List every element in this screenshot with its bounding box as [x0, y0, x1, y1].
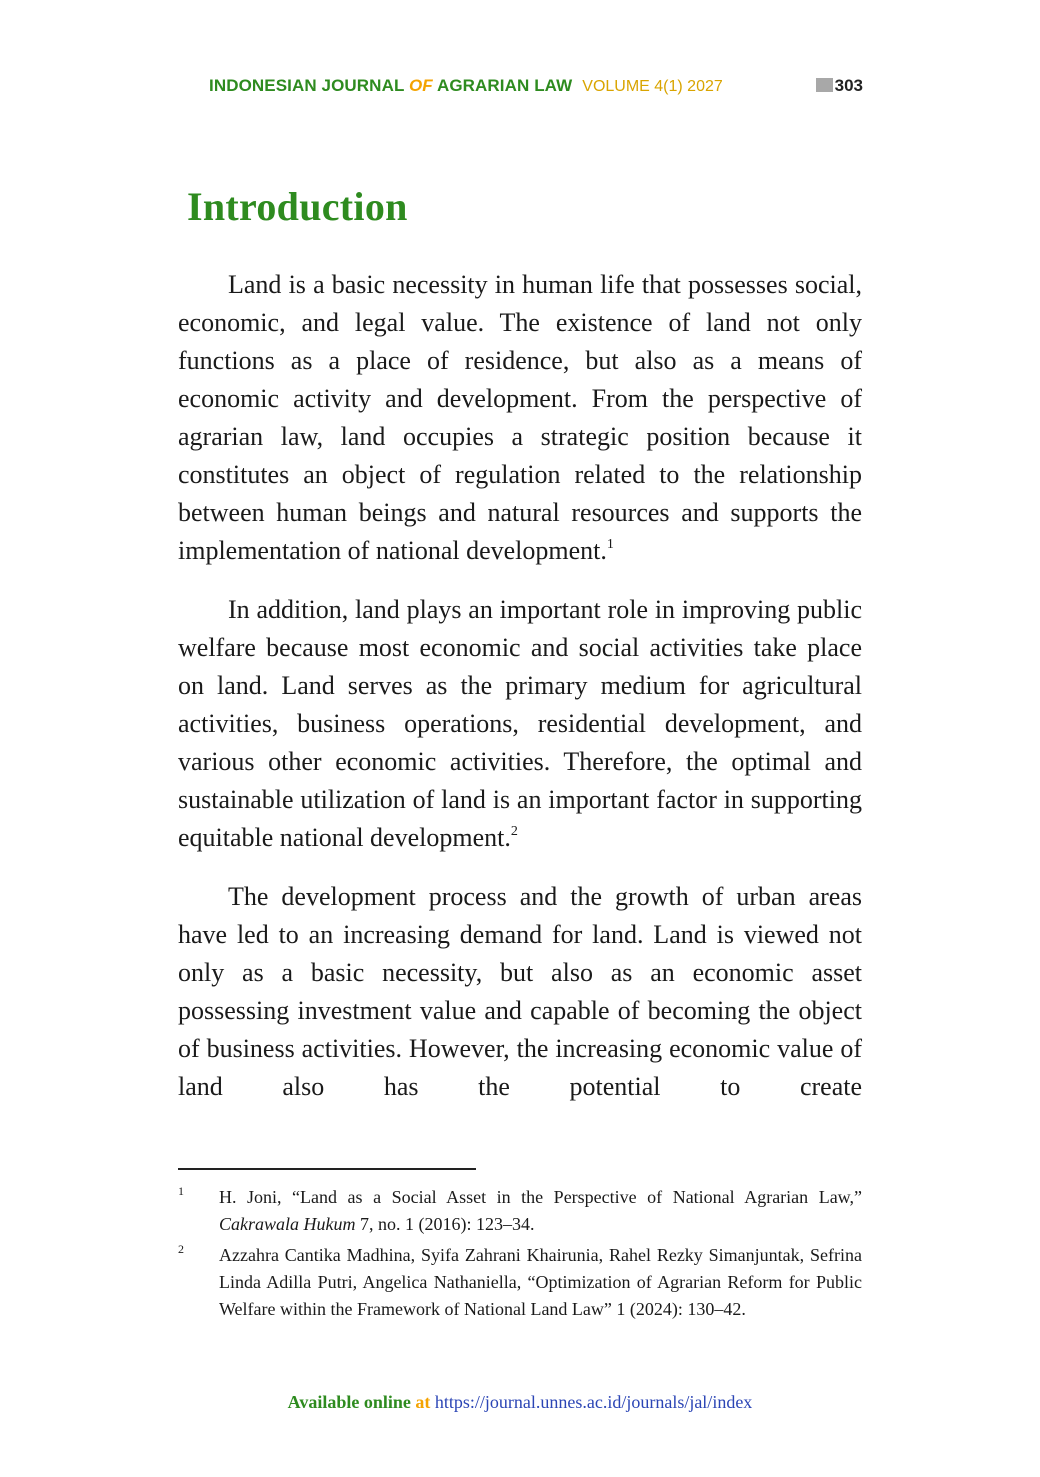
footnote-item: 1 H. Joni, “Land as a Social Asset in the Perspective of National Agrarian Law,” Cakrawala Hukum 7, no. 1 (2016): 123–34.	[178, 1184, 862, 1238]
footer-at: at	[415, 1392, 431, 1412]
section-title: Introduction	[187, 184, 408, 229]
footnote-number: 2	[178, 1242, 184, 1256]
footnote-number: 1	[178, 1184, 184, 1198]
footnotes	[178, 1184, 862, 1327]
footnote-item: 2 Azzahra Cantika Madhina, Syifa Zahrani Khairunia, Rahel Rezky Simanjuntak, Sefrina Linda Adilla Putri, Angelica Nathaniella, “Optimization of Agrarian Reform for Public Welfare within the Framework of National Land Law” 1 (2024): 130–42.	[178, 1242, 862, 1323]
running-header	[209, 76, 863, 98]
footnote-ref[interactable]: 2	[510, 824, 518, 839]
journal-title: Cakrawala Hukum	[219, 1214, 356, 1234]
footer-url-link[interactable]: https://journal.unnes.ac.id/journals/jal/index	[434, 1392, 753, 1412]
footer-label: Available online	[287, 1392, 416, 1412]
page-footer	[0, 1392, 1040, 1413]
footnote-divider	[178, 1168, 476, 1170]
body-text	[178, 266, 862, 1127]
journal-name-of: OF	[408, 76, 433, 95]
journal-name: INDONESIAN JOURNAL OF AGRARIAN LAW	[209, 76, 573, 95]
page-number: 303	[816, 76, 863, 96]
square-marker-icon	[816, 78, 833, 92]
paragraph: The development process and the growth of urban areas have led to an increasing demand for land. Land is viewed not only as a basic necessity, but also as an economic asset possessing investment value and capable of becoming the object of business activities. However, the increasing economic value of land also has the potential to create	[178, 882, 862, 1101]
footnote-ref[interactable]: 1	[606, 537, 614, 552]
journal-volume: VOLUME 4(1) 2027	[582, 78, 723, 95]
paragraph: Land is a basic necessity in human life that possesses social, economic, and legal value. The existence of land not only functions as a place of residence, but also as a means of economic activity and development. From the perspective of agrarian law, land occupies a strategic position because it constitutes an object of regulation related to the relationship between human beings and natural resources and supports the implementation of national development.$^1$	[178, 270, 862, 565]
paragraph: In addition, land plays an important role in improving public welfare because most economic and social activities take place on land. Land serves as the primary medium for agricultural activities, business operations, residential development, and various other economic activities. Therefore, the optimal and sustainable utilization of land is an important factor in supporting equitable national development.$^2$	[178, 595, 862, 852]
